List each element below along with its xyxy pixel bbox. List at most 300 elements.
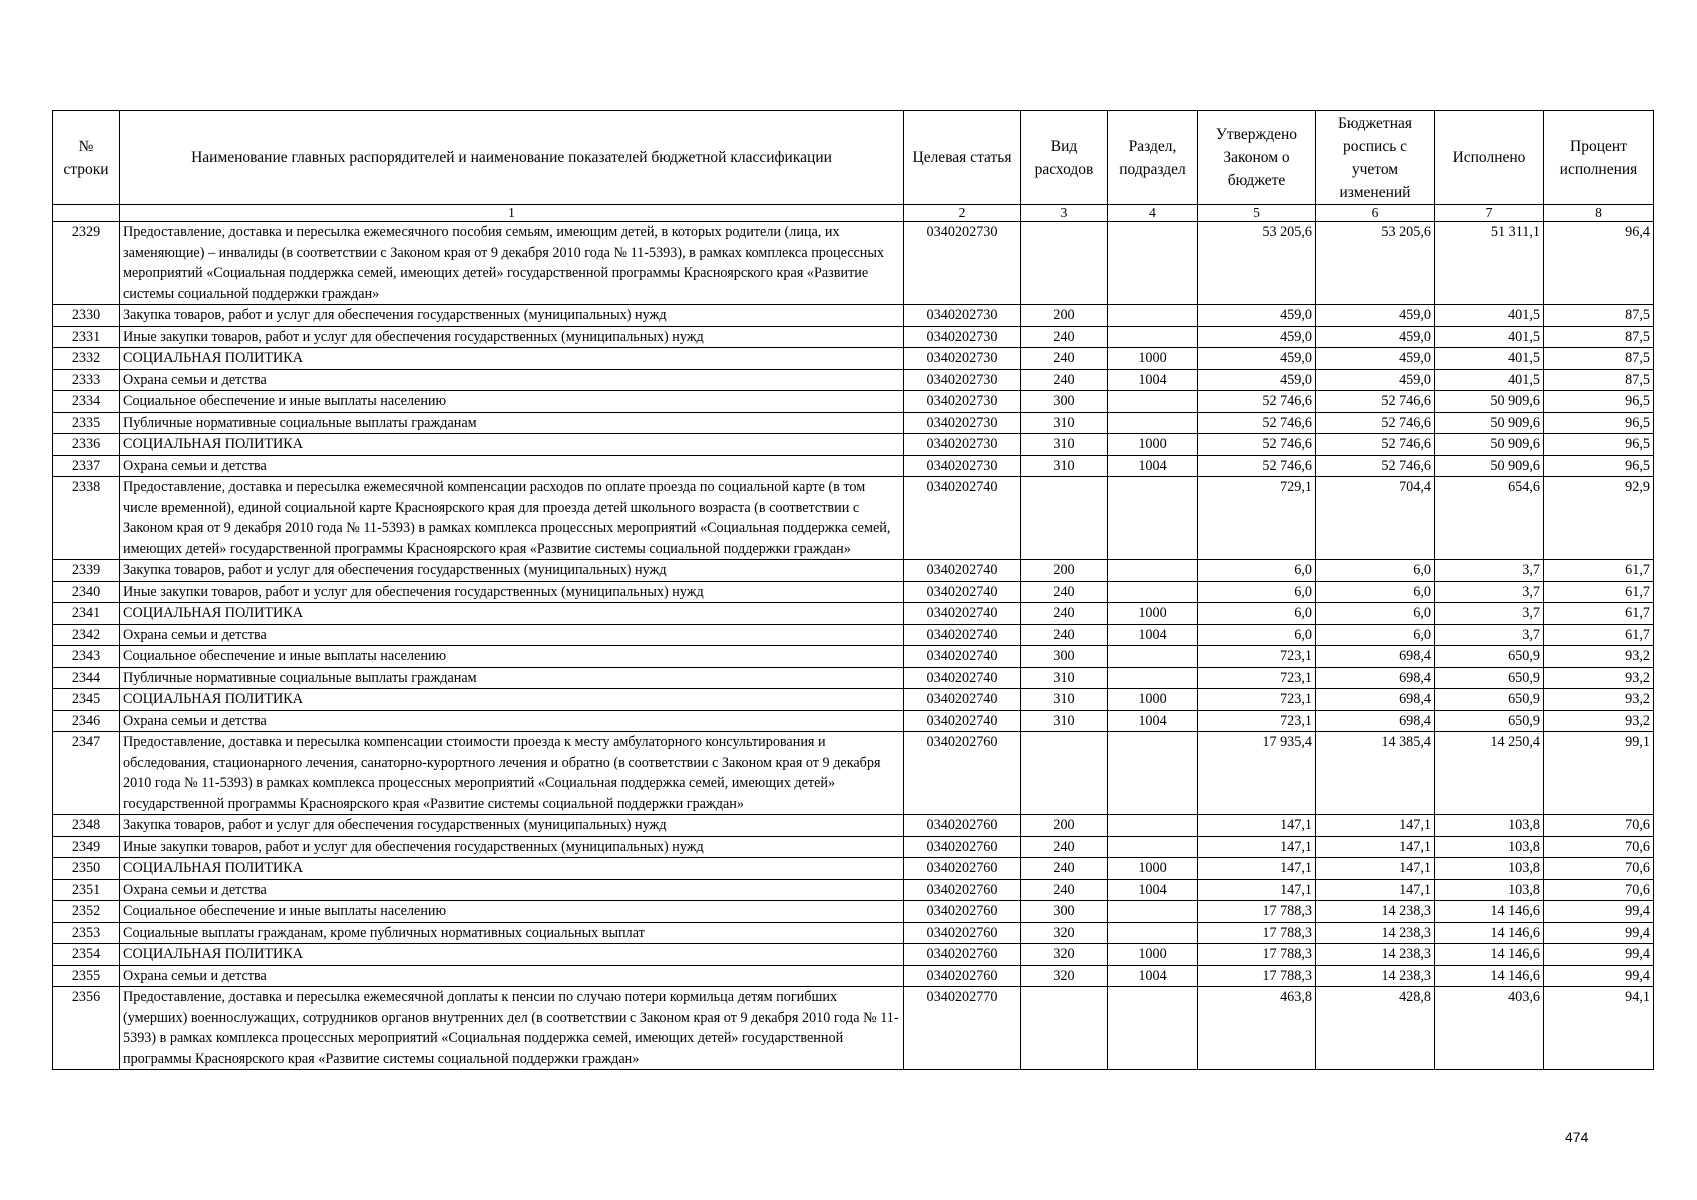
table-row (53, 944, 1654, 966)
schedule-amount: 147,1 (1316, 858, 1435, 880)
executed-amount: 50 909,6 (1435, 455, 1544, 477)
section-code: 1000 (1108, 434, 1198, 456)
section-code (1108, 901, 1198, 923)
table-row (53, 965, 1654, 987)
section-code (1108, 667, 1198, 689)
table-row (53, 369, 1654, 391)
approved-amount: 459,0 (1198, 348, 1316, 370)
row-name: Охрана семьи и детства (120, 965, 904, 987)
row-number: 2335 (53, 412, 120, 434)
expense-kind: 240 (1021, 603, 1108, 625)
section-code: 1000 (1108, 689, 1198, 711)
execution-percent: 87,5 (1544, 369, 1654, 391)
approved-amount: 147,1 (1198, 879, 1316, 901)
executed-amount: 650,9 (1435, 646, 1544, 668)
expense-kind: 200 (1021, 560, 1108, 582)
table-row (53, 455, 1654, 477)
column-number: 3 (1021, 205, 1108, 222)
executed-amount: 14 250,4 (1435, 732, 1544, 815)
row-number: 2329 (53, 222, 120, 305)
table-row (53, 326, 1654, 348)
executed-amount: 401,5 (1435, 348, 1544, 370)
executed-amount: 103,8 (1435, 858, 1544, 880)
row-name: Охрана семьи и детства (120, 624, 904, 646)
target-article: 0340202740 (904, 603, 1021, 625)
target-article: 0340202740 (904, 646, 1021, 668)
target-article: 0340202760 (904, 732, 1021, 815)
executed-amount: 650,9 (1435, 667, 1544, 689)
approved-amount: 52 746,6 (1198, 434, 1316, 456)
header-percent: Процент исполнения (1544, 111, 1654, 205)
row-name: Охрана семьи и детства (120, 710, 904, 732)
table-row (53, 348, 1654, 370)
header-section: Раздел, подраздел (1108, 111, 1198, 205)
expense-kind: 300 (1021, 646, 1108, 668)
execution-percent: 96,4 (1544, 222, 1654, 305)
target-article: 0340202740 (904, 710, 1021, 732)
column-number: 8 (1544, 205, 1654, 222)
target-article: 0340202760 (904, 901, 1021, 923)
execution-percent: 92,9 (1544, 477, 1654, 560)
section-code (1108, 326, 1198, 348)
schedule-amount: 52 746,6 (1316, 434, 1435, 456)
executed-amount: 3,7 (1435, 560, 1544, 582)
expense-kind: 200 (1021, 305, 1108, 327)
expense-kind: 310 (1021, 710, 1108, 732)
target-article: 0340202760 (904, 815, 1021, 837)
row-number: 2330 (53, 305, 120, 327)
row-number: 2342 (53, 624, 120, 646)
section-code: 1004 (1108, 710, 1198, 732)
section-code: 1000 (1108, 603, 1198, 625)
table-row (53, 689, 1654, 711)
execution-percent: 87,5 (1544, 326, 1654, 348)
target-article: 0340202740 (904, 689, 1021, 711)
header-schedule: Бюджетная роспись с учетом изменений (1316, 111, 1435, 205)
table-row (53, 922, 1654, 944)
row-number: 2345 (53, 689, 120, 711)
section-code: 1004 (1108, 455, 1198, 477)
row-number: 2340 (53, 581, 120, 603)
table-row (53, 391, 1654, 413)
header-target: Целевая статья (904, 111, 1021, 205)
schedule-amount: 6,0 (1316, 581, 1435, 603)
expense-kind: 320 (1021, 944, 1108, 966)
schedule-amount: 14 238,3 (1316, 922, 1435, 944)
table-row (53, 412, 1654, 434)
row-name: Публичные нормативные социальные выплаты гражданам (120, 412, 904, 434)
row-number: 2353 (53, 922, 120, 944)
expense-kind (1021, 222, 1108, 305)
executed-amount: 103,8 (1435, 879, 1544, 901)
expense-kind (1021, 732, 1108, 815)
executed-amount: 654,6 (1435, 477, 1544, 560)
schedule-amount: 147,1 (1316, 836, 1435, 858)
approved-amount: 147,1 (1198, 815, 1316, 837)
execution-percent: 99,4 (1544, 901, 1654, 923)
target-article: 0340202760 (904, 858, 1021, 880)
execution-percent: 96,5 (1544, 455, 1654, 477)
target-article: 0340202760 (904, 965, 1021, 987)
row-number: 2339 (53, 560, 120, 582)
schedule-amount: 698,4 (1316, 710, 1435, 732)
approved-amount: 6,0 (1198, 560, 1316, 582)
target-article: 0340202730 (904, 222, 1021, 305)
expense-kind: 310 (1021, 667, 1108, 689)
section-code: 1004 (1108, 369, 1198, 391)
section-code: 1000 (1108, 348, 1198, 370)
section-code (1108, 732, 1198, 815)
target-article: 0340202760 (904, 944, 1021, 966)
executed-amount: 401,5 (1435, 305, 1544, 327)
table-row (53, 222, 1654, 305)
target-article: 0340202730 (904, 412, 1021, 434)
approved-amount: 17 935,4 (1198, 732, 1316, 815)
expense-kind: 320 (1021, 965, 1108, 987)
expense-kind: 200 (1021, 815, 1108, 837)
row-name: Предоставление, доставка и пересылка ежемесячного пособия семьям, имеющим детей, в которых родители (лица, их заменяющие) – инвалиды (в соответствии с Законом края от 9 декабря 2010 года № 11-5393), в рамках комплекса процессных мероприятий «Социальная поддержка семей, имеющих детей» государственной программы Красноярского края «Развитие системы социальной поддержки граждан» (120, 222, 904, 305)
executed-amount: 3,7 (1435, 624, 1544, 646)
approved-amount: 52 746,6 (1198, 391, 1316, 413)
row-number: 2343 (53, 646, 120, 668)
expense-kind: 320 (1021, 922, 1108, 944)
target-article: 0340202740 (904, 667, 1021, 689)
row-number: 2349 (53, 836, 120, 858)
approved-amount: 723,1 (1198, 667, 1316, 689)
approved-amount: 52 746,6 (1198, 455, 1316, 477)
row-name: СОЦИАЛЬНАЯ ПОЛИТИКА (120, 858, 904, 880)
section-code: 1004 (1108, 624, 1198, 646)
executed-amount: 103,8 (1435, 815, 1544, 837)
execution-percent: 94,1 (1544, 987, 1654, 1070)
table-row (53, 667, 1654, 689)
row-number: 2341 (53, 603, 120, 625)
approved-amount: 17 788,3 (1198, 965, 1316, 987)
approved-amount: 17 788,3 (1198, 901, 1316, 923)
approved-amount: 723,1 (1198, 646, 1316, 668)
row-name: Закупка товаров, работ и услуг для обеспечения государственных (муниципальных) нужд (120, 305, 904, 327)
row-name: Социальные выплаты гражданам, кроме публичных нормативных социальных выплат (120, 922, 904, 944)
schedule-amount: 14 238,3 (1316, 944, 1435, 966)
row-name: Охрана семьи и детства (120, 455, 904, 477)
page-number: 474 (1565, 1129, 1589, 1145)
schedule-amount: 428,8 (1316, 987, 1435, 1070)
execution-percent: 96,5 (1544, 391, 1654, 413)
execution-percent: 96,5 (1544, 412, 1654, 434)
approved-amount: 459,0 (1198, 326, 1316, 348)
budget-table (52, 110, 1654, 1070)
executed-amount: 14 146,6 (1435, 901, 1544, 923)
section-code (1108, 560, 1198, 582)
expense-kind: 310 (1021, 434, 1108, 456)
executed-amount: 3,7 (1435, 603, 1544, 625)
row-number: 2348 (53, 815, 120, 837)
target-article: 0340202730 (904, 369, 1021, 391)
expense-kind: 240 (1021, 624, 1108, 646)
executed-amount: 50 909,6 (1435, 412, 1544, 434)
section-code (1108, 646, 1198, 668)
execution-percent: 93,2 (1544, 710, 1654, 732)
target-article: 0340202760 (904, 879, 1021, 901)
table-row (53, 987, 1654, 1070)
header-executed: Исполнено (1435, 111, 1544, 205)
expense-kind: 240 (1021, 836, 1108, 858)
section-code (1108, 391, 1198, 413)
expense-kind: 240 (1021, 348, 1108, 370)
row-number: 2344 (53, 667, 120, 689)
schedule-amount: 14 238,3 (1316, 901, 1435, 923)
row-number: 2347 (53, 732, 120, 815)
section-code (1108, 412, 1198, 434)
schedule-amount: 698,4 (1316, 667, 1435, 689)
row-name: Иные закупки товаров, работ и услуг для обеспечения государственных (муниципальных) нужд (120, 326, 904, 348)
schedule-amount: 6,0 (1316, 603, 1435, 625)
schedule-amount: 52 746,6 (1316, 455, 1435, 477)
expense-kind (1021, 987, 1108, 1070)
approved-amount: 463,8 (1198, 987, 1316, 1070)
schedule-amount: 147,1 (1316, 879, 1435, 901)
target-article: 0340202770 (904, 987, 1021, 1070)
executed-amount: 103,8 (1435, 836, 1544, 858)
executed-amount: 14 146,6 (1435, 944, 1544, 966)
section-code (1108, 222, 1198, 305)
row-number: 2351 (53, 879, 120, 901)
row-number: 2334 (53, 391, 120, 413)
execution-percent: 70,6 (1544, 836, 1654, 858)
table-row (53, 858, 1654, 880)
target-article: 0340202760 (904, 836, 1021, 858)
column-number: 5 (1198, 205, 1316, 222)
row-name: Закупка товаров, работ и услуг для обеспечения государственных (муниципальных) нужд (120, 560, 904, 582)
header-num: № строки (53, 111, 120, 205)
execution-percent: 61,7 (1544, 624, 1654, 646)
header-kind: Вид расходов (1021, 111, 1108, 205)
schedule-amount: 147,1 (1316, 815, 1435, 837)
section-code: 1004 (1108, 879, 1198, 901)
execution-percent: 70,6 (1544, 879, 1654, 901)
execution-percent: 93,2 (1544, 667, 1654, 689)
row-name: Социальное обеспечение и иные выплаты населению (120, 901, 904, 923)
execution-percent: 96,5 (1544, 434, 1654, 456)
column-number: 2 (904, 205, 1021, 222)
row-name: Закупка товаров, работ и услуг для обеспечения государственных (муниципальных) нужд (120, 815, 904, 837)
row-name: Социальное обеспечение и иные выплаты населению (120, 391, 904, 413)
approved-amount: 6,0 (1198, 603, 1316, 625)
section-code: 1000 (1108, 858, 1198, 880)
target-article: 0340202730 (904, 348, 1021, 370)
execution-percent: 93,2 (1544, 689, 1654, 711)
approved-amount: 723,1 (1198, 710, 1316, 732)
expense-kind: 240 (1021, 858, 1108, 880)
row-name: Предоставление, доставка и пересылка ежемесячной компенсации расходов по оплате проезда по социальной карте (в том числе временной), единой социальной карте Красноярского края для проезда детей школьного возраста (в соответствии с Законом края от 9 декабря 2010 года № 11-5393) в рамках комплекса процессных мероприятий «Социальная поддержка семей, имеющих детей» государственной программы Красноярского края «Развитие системы социальной поддержки граждан» (120, 477, 904, 560)
approved-amount: 52 746,6 (1198, 412, 1316, 434)
approved-amount: 17 788,3 (1198, 922, 1316, 944)
schedule-amount: 52 746,6 (1316, 391, 1435, 413)
execution-percent: 70,6 (1544, 815, 1654, 837)
execution-percent: 61,7 (1544, 581, 1654, 603)
approved-amount: 459,0 (1198, 305, 1316, 327)
row-number: 2352 (53, 901, 120, 923)
header-row (53, 111, 1654, 205)
schedule-amount: 6,0 (1316, 624, 1435, 646)
row-name: Предоставление, доставка и пересылка компенсации стоимости проезда к месту амбулаторного консультирования и обследования, стационарного лечения, санаторно-курортного лечения и обратно (в соответствии с Законом края от 9 декабря 2010 года № 11-5393) в рамках комплекса процессных мероприятий «Социальная поддержка семей, имеющих детей» государственной программы Красноярского края «Развитие системы социальной поддержки граждан» (120, 732, 904, 815)
target-article: 0340202730 (904, 305, 1021, 327)
executed-amount: 401,5 (1435, 369, 1544, 391)
row-name: СОЦИАЛЬНАЯ ПОЛИТИКА (120, 603, 904, 625)
schedule-amount: 14 385,4 (1316, 732, 1435, 815)
row-name: Публичные нормативные социальные выплаты гражданам (120, 667, 904, 689)
execution-percent: 87,5 (1544, 348, 1654, 370)
target-article: 0340202740 (904, 477, 1021, 560)
column-number: 7 (1435, 205, 1544, 222)
row-number: 2356 (53, 987, 120, 1070)
approved-amount: 53 205,6 (1198, 222, 1316, 305)
column-number: 6 (1316, 205, 1435, 222)
schedule-amount: 459,0 (1316, 369, 1435, 391)
execution-percent: 99,4 (1544, 944, 1654, 966)
table-row (53, 901, 1654, 923)
approved-amount: 17 788,3 (1198, 944, 1316, 966)
target-article: 0340202730 (904, 434, 1021, 456)
execution-percent: 99,1 (1544, 732, 1654, 815)
column-number (53, 205, 120, 222)
row-name: СОЦИАЛЬНАЯ ПОЛИТИКА (120, 434, 904, 456)
table-row (53, 477, 1654, 560)
row-name: Охрана семьи и детства (120, 879, 904, 901)
row-name: СОЦИАЛЬНАЯ ПОЛИТИКА (120, 944, 904, 966)
table-row (53, 836, 1654, 858)
approved-amount: 6,0 (1198, 581, 1316, 603)
table-row (53, 646, 1654, 668)
table-row (53, 879, 1654, 901)
expense-kind: 240 (1021, 326, 1108, 348)
section-code (1108, 305, 1198, 327)
target-article: 0340202730 (904, 326, 1021, 348)
table-row (53, 581, 1654, 603)
table-row (53, 305, 1654, 327)
schedule-amount: 14 238,3 (1316, 965, 1435, 987)
executed-amount: 401,5 (1435, 326, 1544, 348)
target-article: 0340202740 (904, 581, 1021, 603)
schedule-amount: 459,0 (1316, 305, 1435, 327)
target-article: 0340202730 (904, 391, 1021, 413)
table-row (53, 560, 1654, 582)
section-code (1108, 815, 1198, 837)
schedule-amount: 53 205,6 (1316, 222, 1435, 305)
executed-amount: 3,7 (1435, 581, 1544, 603)
row-number: 2354 (53, 944, 120, 966)
row-number: 2346 (53, 710, 120, 732)
table-row (53, 603, 1654, 625)
section-code (1108, 477, 1198, 560)
expense-kind: 300 (1021, 391, 1108, 413)
section-code (1108, 922, 1198, 944)
schedule-amount: 698,4 (1316, 689, 1435, 711)
expense-kind: 310 (1021, 412, 1108, 434)
executed-amount: 14 146,6 (1435, 965, 1544, 987)
approved-amount: 6,0 (1198, 624, 1316, 646)
schedule-amount: 698,4 (1316, 646, 1435, 668)
row-name: СОЦИАЛЬНАЯ ПОЛИТИКА (120, 348, 904, 370)
table-body (53, 222, 1654, 1070)
row-number: 2333 (53, 369, 120, 391)
execution-percent: 99,4 (1544, 922, 1654, 944)
execution-percent: 70,6 (1544, 858, 1654, 880)
row-number: 2355 (53, 965, 120, 987)
table-row (53, 434, 1654, 456)
column-number: 1 (120, 205, 904, 222)
row-name: Социальное обеспечение и иные выплаты населению (120, 646, 904, 668)
expense-kind: 310 (1021, 455, 1108, 477)
expense-kind: 240 (1021, 879, 1108, 901)
executed-amount: 14 146,6 (1435, 922, 1544, 944)
approved-amount: 729,1 (1198, 477, 1316, 560)
table-row (53, 732, 1654, 815)
row-number: 2337 (53, 455, 120, 477)
row-name: Иные закупки товаров, работ и услуг для обеспечения государственных (муниципальных) нужд (120, 836, 904, 858)
execution-percent: 61,7 (1544, 560, 1654, 582)
row-number: 2331 (53, 326, 120, 348)
column-number: 4 (1108, 205, 1198, 222)
row-number: 2336 (53, 434, 120, 456)
approved-amount: 147,1 (1198, 836, 1316, 858)
execution-percent: 93,2 (1544, 646, 1654, 668)
executed-amount: 50 909,6 (1435, 391, 1544, 413)
row-number: 2332 (53, 348, 120, 370)
expense-kind: 240 (1021, 581, 1108, 603)
schedule-amount: 6,0 (1316, 560, 1435, 582)
section-code (1108, 581, 1198, 603)
executed-amount: 403,6 (1435, 987, 1544, 1070)
executed-amount: 51 311,1 (1435, 222, 1544, 305)
column-number-row (53, 205, 1654, 222)
expense-kind: 240 (1021, 369, 1108, 391)
execution-percent: 99,4 (1544, 965, 1654, 987)
table-row (53, 815, 1654, 837)
expense-kind: 310 (1021, 689, 1108, 711)
approved-amount: 147,1 (1198, 858, 1316, 880)
target-article: 0340202740 (904, 624, 1021, 646)
section-code (1108, 836, 1198, 858)
schedule-amount: 459,0 (1316, 326, 1435, 348)
row-name: Иные закупки товаров, работ и услуг для обеспечения государственных (муниципальных) нужд (120, 581, 904, 603)
target-article: 0340202730 (904, 455, 1021, 477)
approved-amount: 459,0 (1198, 369, 1316, 391)
execution-percent: 61,7 (1544, 603, 1654, 625)
expense-kind: 300 (1021, 901, 1108, 923)
schedule-amount: 52 746,6 (1316, 412, 1435, 434)
row-name: Охрана семьи и детства (120, 369, 904, 391)
table-row (53, 710, 1654, 732)
row-number: 2350 (53, 858, 120, 880)
row-number: 2338 (53, 477, 120, 560)
execution-percent: 87,5 (1544, 305, 1654, 327)
schedule-amount: 704,4 (1316, 477, 1435, 560)
section-code: 1004 (1108, 965, 1198, 987)
row-name: СОЦИАЛЬНАЯ ПОЛИТИКА (120, 689, 904, 711)
executed-amount: 650,9 (1435, 689, 1544, 711)
schedule-amount: 459,0 (1316, 348, 1435, 370)
approved-amount: 723,1 (1198, 689, 1316, 711)
header-approved: Утверждено Законом о бюджете (1198, 111, 1316, 205)
target-article: 0340202760 (904, 922, 1021, 944)
target-article: 0340202740 (904, 560, 1021, 582)
row-name: Предоставление, доставка и пересылка ежемесячной доплаты к пенсии по случаю потери кормильца детям погибших (умерших) военнослужащих, сотрудников органов внутренних дел (в соответствии с Законом края от 9 декабря 2010 года № 11-5393) в рамках комплекса процессных мероприятий «Социальная поддержка семей, имеющих детей» государственной программы Красноярского края «Развитие системы социальной поддержки граждан» (120, 987, 904, 1070)
expense-kind (1021, 477, 1108, 560)
executed-amount: 50 909,6 (1435, 434, 1544, 456)
table-row (53, 624, 1654, 646)
executed-amount: 650,9 (1435, 710, 1544, 732)
